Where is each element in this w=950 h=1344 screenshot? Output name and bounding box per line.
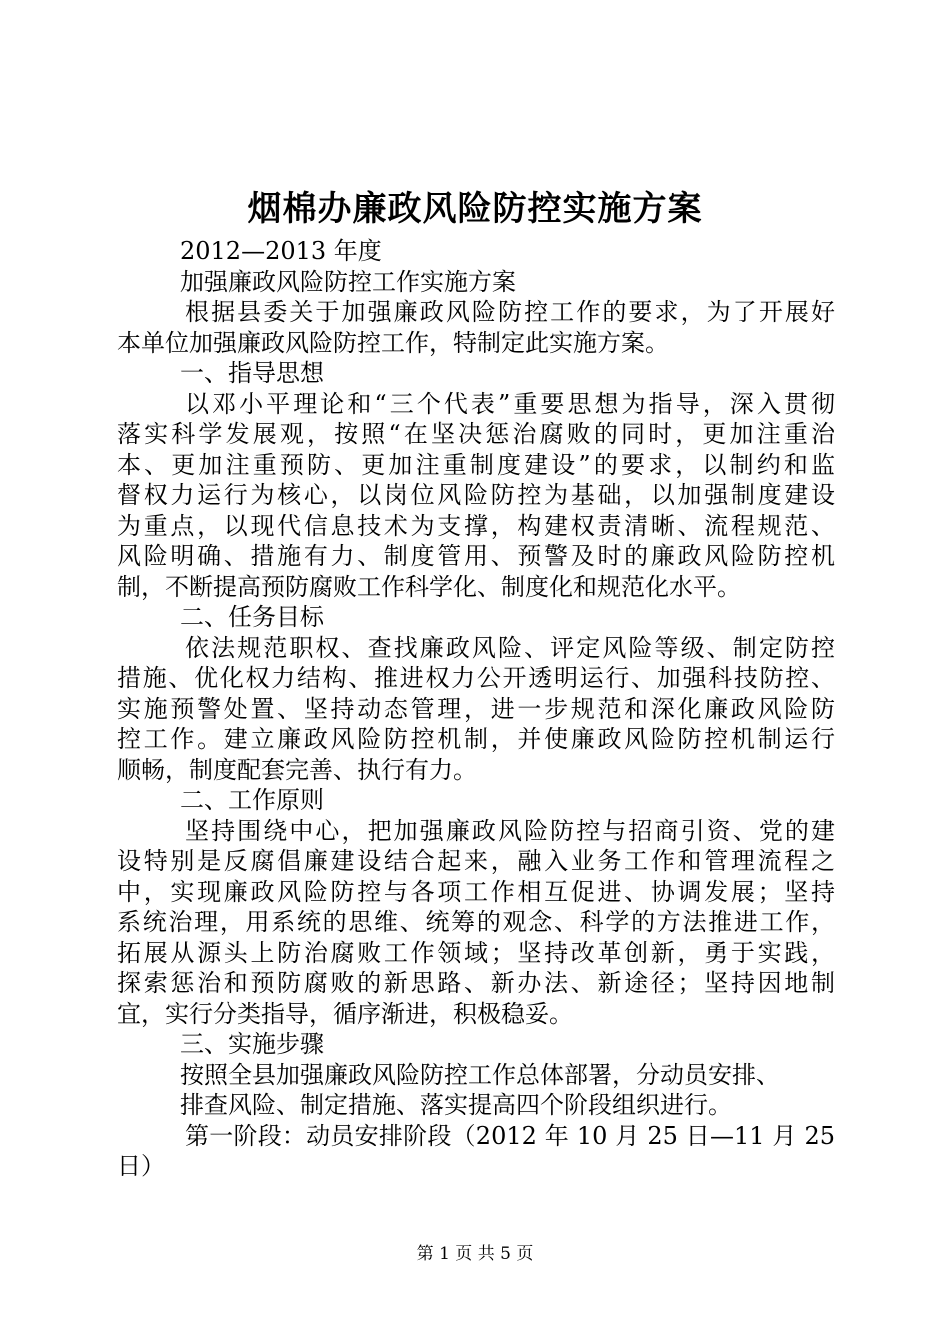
body-line: 制，不断提高预防腐败工作科学化、制度化和规范化水平。 — [117, 572, 741, 601]
body-line: 二、工作原则 — [180, 786, 324, 814]
body-line: 控工作。建立廉政风险防控机制，并使廉政风险防控机制运行 — [117, 725, 835, 753]
body-line: 为重点，以现代信息技术为支撑，构建权责清晰、流程规范、 — [117, 511, 835, 540]
document-title: 烟棉办廉政风险防控实施方案 — [247, 189, 703, 229]
body-line: 三、实施步骤 — [180, 1030, 324, 1058]
body-line: 本、更加注重预防、更加注重制度建设”的要求，以制约和监 — [117, 450, 835, 479]
body-line: 探索惩治和预防腐败的新思路、新办法、新途径；坚持因地制 — [117, 969, 835, 997]
body-line: 按照全县加强廉政风险防控工作总体部署，分动员安排、 — [180, 1060, 780, 1089]
body-line: 第一阶段：动员安排阶段（2012 年 10 月 25 日—11 月 25 — [185, 1121, 835, 1150]
body-line: 系统治理，用系统的思维、统筹的观念、科学的方法推进工作， — [117, 908, 835, 936]
document-body — [117, 236, 835, 1182]
body-line: 实施预警处置、坚持动态管理，进一步规范和深化廉政风险防 — [117, 694, 835, 723]
body-line: 落实科学发展观，按照“在坚决惩治腐败的同时，更加注重治 — [117, 420, 835, 448]
body-line: 以邓小平理论和“三个代表”重要思想为指导，深入贯彻 — [185, 389, 835, 418]
body-line: 一、指导思想 — [180, 359, 324, 387]
body-line: 坚持围绕中心，把加强廉政风险防控与招商引资、党的建 — [185, 816, 835, 845]
page-footer: 第 1 页 共 5 页 — [416, 1244, 534, 1264]
body-line: 日） — [117, 1152, 165, 1180]
body-line: 风险明确、措施有力、制度管用、预警及时的廉政风险防控机 — [117, 542, 835, 570]
body-line: 设特别是反腐倡廉建设结合起来，融入业务工作和管理流程之 — [117, 847, 835, 875]
body-line: 二、任务目标 — [180, 603, 324, 631]
body-line: 顺畅，制度配套完善、执行有力。 — [117, 755, 477, 784]
body-line: 排查风险、制定措施、落实提高四个阶段组织进行。 — [180, 1091, 732, 1119]
body-line: 督权力运行为核心，以岗位风险防控为基础，以加强制度建设 — [117, 481, 835, 509]
body-line: 宜，实行分类指导，循序渐进，积极稳妥。 — [117, 999, 573, 1028]
body-line: 中，实现廉政风险防控与各项工作相互促进、协调发展；坚持 — [117, 877, 835, 906]
body-line: 本单位加强廉政风险防控工作，特制定此实施方案。 — [117, 328, 669, 357]
body-line: 加强廉政风险防控工作实施方案 — [180, 267, 516, 296]
body-line: 2012—2013 年度 — [180, 237, 382, 265]
body-line: 措施、优化权力结构、推进权力公开透明运行、加强科技防控、 — [117, 664, 835, 692]
body-line: 拓展从源头上防治腐败工作领域；坚持改革创新，勇于实践， — [117, 938, 835, 967]
body-line: 根据县委关于加强廉政风险防控工作的要求，为了开展好 — [185, 298, 835, 326]
body-line: 依法规范职权、查找廉政风险、评定风险等级、制定防控 — [185, 633, 835, 662]
